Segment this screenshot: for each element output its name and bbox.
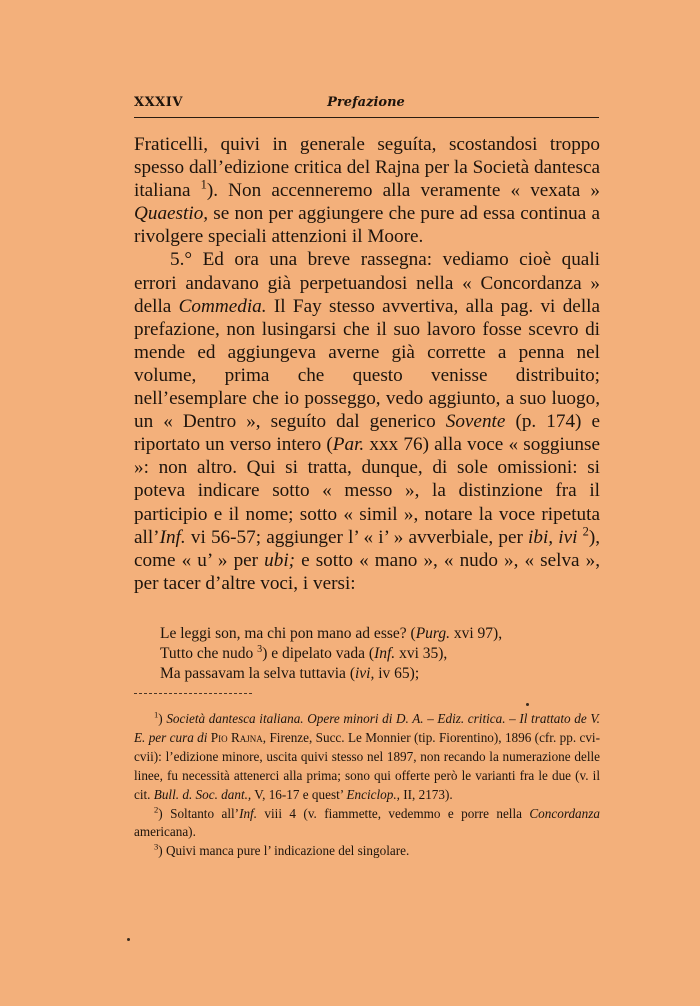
main-text — [134, 133, 600, 595]
paper-speck — [127, 938, 130, 941]
page-number: XXXIV — [134, 95, 183, 110]
footnote-2: $^2$) Soltanto all’Inf. viii 4 (v. fiammette, vedemmo e porre nella Concordanza americana). — [134, 804, 600, 840]
verse-line-2: Tutto che nudo $^3$) e dipelato vada (Inf. xvi 35), — [160, 643, 448, 662]
footnote-3: $^3$) Quivi manca pure l’ indicazione del singolare. — [154, 841, 410, 859]
verse-line-3: Ma passavam la selva tuttavia (ivi, iv 65); — [160, 665, 420, 682]
footnote-ref-3: 3 — [257, 643, 263, 655]
running-header — [134, 95, 598, 115]
verse-quotation — [160, 624, 600, 684]
paragraph-2: 5.° Ed ora una breve rassegna: vediamo cioè quali errori andavano già perpetuandosi nella « Concordanza » della Commedia. Il Fay stesso avvertiva, alla pag. vi della prefazione, non lusingarsi che il suo lavoro fosse scevro di mende ed aggiungeva averne già corrette a penna nel volume, prima che questo venisse distribuito; nell’esemplare che io posseggo, vedo aggiunto, a suo luogo, un « Dentro », seguíto dal generico Sovente (p. 174) e riportato un verso intero (Par. xxx 76) alla voce « soggiunse »: non altro. Qui si tratta, dunque, di sole omissioni: si poteva indicare sotto « messo », la distinzione fra il participio e il nome; sotto « simil », notare la voce ripetuta all’Inf. vi 56-57; aggiunger l’ « i’ » avverbiale, per ibi, ivi $^2$), come « u’ » per ubi; e sotto « mano », « nudo », « selva », per tacer d’altre voci, i versi: — [134, 249, 601, 594]
paper-speck — [526, 703, 529, 706]
footnote-1: $^1$) Società dantesca italiana. Opere minori di D. A. – Ediz. critica. – Il trattato de V. E. per cura di Pio Rajna, Firenze, Succ. Le Monnier (tip. Fiorentino), 1896 (cfr. pp. cvi-cvii): l’edizione minore, uscita quivi stesso nel 1897, non recando la numerazione delle linee, fu necessità attenerci alla prima; sono qui offerte però le varianti fra le due (v. il cit. Bull. d. Soc. dant., V, 16-17 e quest’ Enciclop., II, 2173). — [134, 709, 600, 802]
running-title: Prefazione — [327, 95, 405, 110]
paragraph-1: Fraticelli, quivi in generale seguíta, scostandosi troppo spesso dall’edizione critica del Rajna per la Società dantesca italiana $^1$). Non accenneremo alla veramente « vexata » Quaestio, se non per aggiungere che pure ad essa continua a rivolgere speciali attenzioni il Moore. — [134, 134, 600, 248]
header-rule — [134, 117, 599, 118]
footnote-ref-1: 1 — [200, 177, 207, 192]
footnote-ref-2: 2 — [582, 524, 589, 539]
footnotes — [134, 710, 600, 861]
verse-line-1: Le leggi son, ma chi pon mano ad esse? (Purg. xvi 97), — [160, 625, 503, 642]
footnote-separator — [134, 693, 252, 694]
